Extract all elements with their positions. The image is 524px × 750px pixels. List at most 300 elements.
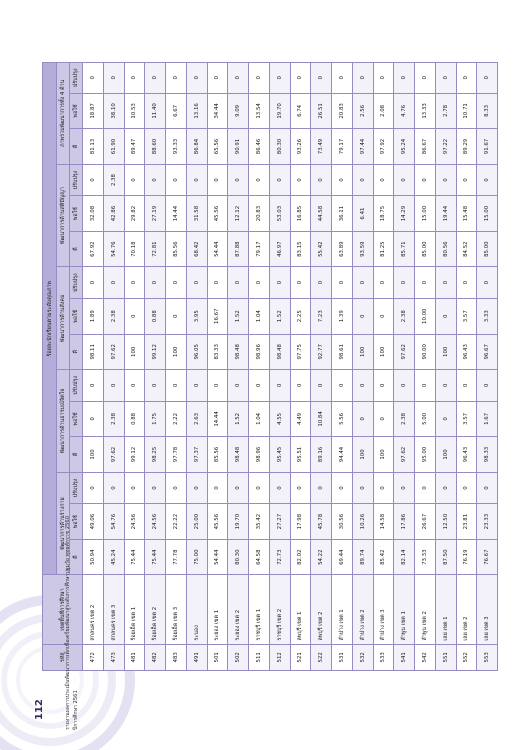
cell-value: 20.83: [249, 196, 270, 232]
cell-value: 91.67: [477, 129, 498, 165]
cell-value: 97.22: [435, 129, 456, 165]
cell-value: 16.85: [290, 196, 311, 232]
cell-value: 0: [332, 370, 353, 402]
cell-value: 0: [435, 267, 456, 299]
cell-area-name: ลำปาง เขต 2: [352, 575, 373, 644]
cell-value: 0: [311, 267, 332, 299]
cell-value: 0: [352, 267, 373, 299]
cell-value: 20.83: [332, 93, 353, 129]
cell-code: 531: [332, 644, 353, 670]
cell-value: 0: [228, 370, 249, 402]
cell-value: 63.89: [332, 231, 353, 267]
cell-value: 10.26: [352, 504, 373, 540]
cell-value: 0: [166, 370, 187, 402]
cell-code: 542: [415, 644, 436, 670]
cell-area-name: ราชบุรี เขต 1: [249, 575, 270, 644]
header-group-overall: ภาพรวมพัฒนาการทั้ง 4 ด้าน: [57, 63, 70, 165]
cell-value: 0: [83, 370, 104, 402]
cell-value: 0: [145, 267, 166, 299]
cell-value: 97.37: [186, 437, 207, 473]
cell-value: 14.58: [373, 504, 394, 540]
cell-value: 87.50: [435, 539, 456, 575]
cell-value: 0: [269, 267, 290, 299]
cell-value: 0: [103, 370, 124, 402]
cell-value: 0: [456, 164, 477, 196]
header-group-social: พัฒนาการด้านสังคม: [57, 267, 70, 370]
cell-value: 36.11: [332, 196, 353, 232]
cell-value: 0: [290, 472, 311, 504]
cell-value: 54.44: [207, 231, 228, 267]
cell-value: 0: [332, 472, 353, 504]
cell-area-name: สกลนคร เขต 2: [83, 575, 104, 644]
cell-value: 86.84: [186, 129, 207, 165]
cell-value: 1.04: [249, 401, 270, 437]
cell-value: 0: [373, 370, 394, 402]
table-body: [83, 63, 498, 671]
cell-value: 1.04: [249, 298, 270, 334]
cell-area-name: ลำพูน เขต 1: [394, 575, 415, 644]
cell-value: 45.78: [311, 504, 332, 540]
cell-value: 79.17: [332, 129, 353, 165]
cell-area-name: ระยอง เขต 1: [207, 575, 228, 644]
cell-value: 82.14: [394, 539, 415, 575]
cell-value: 0: [145, 472, 166, 504]
cell-value: 24.56: [124, 504, 145, 540]
cell-value: 6.41: [352, 196, 373, 232]
cell-value: 29.82: [124, 196, 145, 232]
cell-value: 85.00: [477, 231, 498, 267]
cell-value: 50.94: [83, 539, 104, 575]
cell-value: 0: [352, 370, 373, 402]
cell-code: 483: [166, 644, 187, 670]
cell-code: 533: [373, 644, 394, 670]
cell-value: 90.91: [228, 129, 249, 165]
cell-value: 23.33: [477, 504, 498, 540]
cell-value: 0: [352, 472, 373, 504]
cell-value: 7.23: [311, 298, 332, 334]
cell-value: 92.77: [311, 334, 332, 370]
cell-value: 0: [207, 370, 228, 402]
cell-value: 0: [186, 472, 207, 504]
cell-value: 0: [477, 63, 498, 94]
cell-value: 0: [124, 63, 145, 94]
cell-value: 12.12: [228, 196, 249, 232]
cell-value: 0: [269, 63, 290, 94]
cell-value: 0: [311, 472, 332, 504]
cell-value: 0: [186, 370, 207, 402]
cell-value: 3.57: [456, 401, 477, 437]
table-row: [311, 63, 332, 671]
cell-value: 54.76: [103, 504, 124, 540]
cell-value: 4.55: [269, 401, 290, 437]
header-top: ร้อยละนักเรียนตามระดับคุณภาพ: [43, 63, 57, 575]
cell-value: 2.08: [373, 93, 394, 129]
cell-area-name: ราชบุรี เขต 2: [269, 575, 290, 644]
cell-value: 85.56: [166, 231, 187, 267]
cell-value: 81.25: [373, 231, 394, 267]
cell-code: 472: [83, 644, 104, 670]
header-group-intellectual: พัฒนาการด้านสติปัญญา: [57, 164, 70, 267]
cell-value: 99.12: [145, 334, 166, 370]
cell-value: 38.10: [103, 93, 124, 129]
cell-value: 0: [373, 298, 394, 334]
table-row: [373, 63, 394, 671]
cell-value: 0: [207, 164, 228, 196]
cell-value: 2.22: [166, 401, 187, 437]
table-row: [249, 63, 270, 671]
cell-value: 0: [124, 298, 145, 334]
cell-value: 16.67: [207, 298, 228, 334]
cell-code: 512: [269, 644, 290, 670]
cell-value: 77.78: [166, 539, 187, 575]
cell-value: 17.86: [394, 504, 415, 540]
cell-value: 2.56: [352, 93, 373, 129]
cell-value: 96.05: [186, 334, 207, 370]
cell-code: 481: [124, 644, 145, 670]
cell-area-name: ร้อยเอ็ด เขต 2: [145, 575, 166, 644]
cell-value: 98.96: [249, 334, 270, 370]
cell-value: 0: [249, 370, 270, 402]
cell-value: 0: [186, 267, 207, 299]
cell-area-name: ลำปาง เขต 1: [332, 575, 353, 644]
cell-value: 1.67: [477, 401, 498, 437]
cell-value: 0: [415, 370, 436, 402]
cell-value: 17.98: [290, 504, 311, 540]
cell-value: 0: [83, 472, 104, 504]
cell-value: 95.45: [269, 437, 290, 473]
cell-value: 0: [124, 267, 145, 299]
cell-value: 69.44: [332, 539, 353, 575]
cell-code: 501: [207, 644, 228, 670]
cell-value: 0: [415, 63, 436, 94]
table-row: [228, 63, 249, 671]
cell-value: 35.42: [249, 504, 270, 540]
cell-area-name: ลำพูน เขต 2: [415, 575, 436, 644]
cell-value: 45.56: [207, 196, 228, 232]
cell-value: 0: [166, 164, 187, 196]
cell-value: 0: [249, 267, 270, 299]
cell-value: 76.19: [456, 539, 477, 575]
cell-value: 0: [352, 401, 373, 437]
cell-value: 53.03: [269, 196, 290, 232]
cell-value: 13.33: [415, 93, 436, 129]
cell-value: 0: [166, 472, 187, 504]
cell-value: 0: [394, 164, 415, 196]
cell-value: 0: [332, 63, 353, 94]
header-level-good: ดี: [70, 334, 83, 370]
header-level-good: ดี: [70, 129, 83, 165]
cell-value: 0: [249, 63, 270, 94]
cell-area-name: ระยอง เขต 2: [228, 575, 249, 644]
cell-value: 4.76: [394, 93, 415, 129]
cell-value: 68.42: [186, 231, 207, 267]
cell-value: 0.88: [145, 298, 166, 334]
cell-area-name: ร้อยเอ็ด เขต 1: [124, 575, 145, 644]
cell-value: 2.78: [435, 93, 456, 129]
cell-value: 85.71: [394, 231, 415, 267]
cell-area-name: ระนอง: [186, 575, 207, 644]
cell-value: 54.22: [311, 539, 332, 575]
cell-value: 94.44: [332, 437, 353, 473]
cell-value: 2.38: [103, 401, 124, 437]
cell-value: 2.38: [103, 164, 124, 196]
cell-value: 100: [373, 334, 394, 370]
cell-value: 0: [332, 164, 353, 196]
cell-value: 0: [269, 472, 290, 504]
cell-value: 85.56: [207, 437, 228, 473]
cell-value: 1.89: [83, 298, 104, 334]
cell-value: 12.50: [435, 504, 456, 540]
cell-value: 49.06: [83, 504, 104, 540]
cell-value: 96.43: [456, 437, 477, 473]
cell-value: 15.00: [477, 196, 498, 232]
cell-value: 0: [290, 63, 311, 94]
cell-value: 0: [373, 267, 394, 299]
cell-value: 0: [435, 298, 456, 334]
cell-value: 0: [311, 63, 332, 94]
cell-value: 80.56: [435, 231, 456, 267]
header-level-fair: พอใช้: [70, 401, 83, 437]
cell-value: 100: [373, 437, 394, 473]
table-row: [456, 63, 477, 671]
header-area: เขตพื้นที่การศึกษา: [43, 575, 83, 644]
cell-value: 0: [166, 63, 187, 94]
cell-value: 0: [456, 63, 477, 94]
cell-value: 83.33: [207, 334, 228, 370]
cell-value: 0: [352, 63, 373, 94]
cell-value: 0: [477, 472, 498, 504]
table-row: [477, 63, 498, 671]
cell-value: 26.67: [415, 504, 436, 540]
cell-value: 5.00: [415, 401, 436, 437]
footer-line-1: รายงานผลการประเมินพัฒนาการเด็กเพื่อเตรียมพัฒนาสู่ระดับการศึกษาปฐมวัย พุทธศักราช 2560: [65, 515, 71, 730]
cell-area-name: เลย เขต 3: [477, 575, 498, 644]
cell-value: 15.00: [415, 196, 436, 232]
cell-value: 0: [373, 164, 394, 196]
cell-value: 0: [394, 267, 415, 299]
cell-value: 10.71: [456, 93, 477, 129]
cell-value: 0: [477, 164, 498, 196]
cell-value: 73.49: [311, 129, 332, 165]
cell-value: 13.16: [186, 93, 207, 129]
cell-value: 84.52: [456, 231, 477, 267]
cell-value: 0: [269, 370, 290, 402]
cell-value: 0: [145, 370, 166, 402]
table-row: [83, 63, 104, 671]
cell-value: 76.67: [477, 539, 498, 575]
cell-value: 15.48: [456, 196, 477, 232]
cell-value: 96.67: [477, 334, 498, 370]
cell-value: 6.74: [290, 93, 311, 129]
cell-value: 2.25: [290, 298, 311, 334]
cell-value: 32.08: [83, 196, 104, 232]
cell-value: 14.44: [166, 196, 187, 232]
cell-value: 0: [103, 267, 124, 299]
cell-value: 95.00: [415, 437, 436, 473]
header-group-physical: พัฒนาการด้านร่างกาย: [57, 472, 70, 575]
cell-value: 80.30: [269, 129, 290, 165]
cell-value: 0: [311, 370, 332, 402]
header-level-fair: พอใช้: [70, 504, 83, 540]
cell-value: 0: [207, 63, 228, 94]
cell-value: 0: [228, 472, 249, 504]
cell-value: 5.56: [332, 401, 353, 437]
cell-code: 511: [249, 644, 270, 670]
rotated-table-wrapper: [42, 62, 498, 671]
cell-value: 89.16: [311, 437, 332, 473]
header-level-good: ดี: [70, 539, 83, 575]
cell-value: 54.44: [207, 539, 228, 575]
cell-value: 0: [83, 63, 104, 94]
cell-value: 2.38: [394, 298, 415, 334]
cell-value: 0: [124, 472, 145, 504]
cell-value: 88.60: [145, 129, 166, 165]
cell-value: 0: [435, 63, 456, 94]
cell-value: 2.38: [394, 401, 415, 437]
cell-value: 0: [124, 370, 145, 402]
cell-value: 83.15: [290, 231, 311, 267]
cell-value: 0: [207, 472, 228, 504]
cell-value: 3.57: [456, 298, 477, 334]
cell-value: 54.76: [103, 231, 124, 267]
cell-value: 11.40: [145, 93, 166, 129]
header-group-emotional: พัฒนาการด้านอารมณ์จิตใจ: [57, 370, 70, 473]
cell-value: 55.42: [311, 231, 332, 267]
cell-value: 1.52: [228, 401, 249, 437]
cell-code: 491: [186, 644, 207, 670]
cell-value: 34.44: [207, 93, 228, 129]
cell-value: 0: [456, 267, 477, 299]
cell-value: 19.70: [228, 504, 249, 540]
cell-value: 82.02: [290, 539, 311, 575]
cell-value: 0: [166, 298, 187, 334]
cell-value: 18.87: [83, 93, 104, 129]
cell-value: 97.75: [290, 334, 311, 370]
cell-value: 44.58: [311, 196, 332, 232]
table-row: [352, 63, 373, 671]
cell-value: 0: [269, 164, 290, 196]
cell-value: 3.95: [186, 298, 207, 334]
cell-value: 89.74: [352, 539, 373, 575]
cell-value: 97.62: [394, 437, 415, 473]
cell-value: 75.44: [145, 539, 166, 575]
cell-code: 541: [394, 644, 415, 670]
cell-value: 95.24: [394, 129, 415, 165]
cell-value: 100: [124, 334, 145, 370]
cell-value: 81.13: [83, 129, 104, 165]
cell-value: 27.27: [269, 504, 290, 540]
cell-value: 10.00: [415, 298, 436, 334]
cell-value: 1.52: [269, 298, 290, 334]
cell-value: 86.67: [415, 129, 436, 165]
cell-value: 23.81: [456, 504, 477, 540]
cell-code: 532: [352, 644, 373, 670]
cell-value: 0: [145, 63, 166, 94]
cell-value: 93.33: [166, 129, 187, 165]
table-row: [145, 63, 166, 671]
cell-value: 100: [166, 334, 187, 370]
table-row: [435, 63, 456, 671]
cell-value: 97.44: [352, 129, 373, 165]
cell-value: 1.39: [332, 298, 353, 334]
cell-value: 72.73: [269, 539, 290, 575]
cell-value: 45.56: [207, 504, 228, 540]
cell-value: 22.22: [166, 504, 187, 540]
cell-value: 100: [435, 437, 456, 473]
cell-value: 96.43: [456, 334, 477, 370]
cell-value: 0: [435, 401, 456, 437]
cell-value: 0: [456, 370, 477, 402]
cell-value: 75.00: [186, 539, 207, 575]
cell-value: 75.44: [124, 539, 145, 575]
cell-value: 0: [186, 164, 207, 196]
page-number: [34, 692, 56, 732]
cell-value: 0: [435, 164, 456, 196]
cell-value: 0: [477, 370, 498, 402]
cell-value: 0: [290, 164, 311, 196]
cell-value: 2.63: [186, 401, 207, 437]
header-level-good: ดี: [70, 437, 83, 473]
cell-value: 25.00: [186, 504, 207, 540]
cell-value: 0: [415, 164, 436, 196]
cell-value: 89.47: [124, 129, 145, 165]
table-row: [124, 63, 145, 671]
cell-value: 86.46: [249, 129, 270, 165]
cell-value: 97.62: [103, 334, 124, 370]
cell-value: 6.67: [166, 93, 187, 129]
cell-value: 97.62: [394, 334, 415, 370]
cell-value: 0: [228, 164, 249, 196]
cell-value: 0: [373, 63, 394, 94]
cell-value: 24.56: [145, 504, 166, 540]
cell-value: 3.33: [477, 298, 498, 334]
cell-code: 553: [477, 644, 498, 670]
cell-area-name: สกลนคร เขต 3: [103, 575, 124, 644]
cell-value: 0.88: [124, 401, 145, 437]
cell-value: 72.81: [145, 231, 166, 267]
cell-value: 0: [456, 472, 477, 504]
cell-value: 0: [352, 298, 373, 334]
cell-value: 98.48: [269, 334, 290, 370]
cell-value: 73.33: [415, 539, 436, 575]
table-row: [186, 63, 207, 671]
footer-line-2: ปีการศึกษา 2561: [73, 690, 79, 730]
cell-value: 98.48: [228, 334, 249, 370]
table-row: [290, 63, 311, 671]
cell-area-name: ลพบุรี เขต 1: [290, 575, 311, 644]
cell-value: 79.17: [249, 231, 270, 267]
cell-value: 0: [290, 267, 311, 299]
cell-value: 98.33: [477, 437, 498, 473]
cell-value: 0: [83, 401, 104, 437]
header-level-fair: พอใช้: [70, 196, 83, 232]
cell-value: 65.56: [207, 129, 228, 165]
cell-value: 0: [332, 267, 353, 299]
cell-value: 45.24: [103, 539, 124, 575]
cell-value: 0: [394, 63, 415, 94]
cell-value: 100: [352, 334, 373, 370]
cell-value: 0: [103, 63, 124, 94]
cell-area-name: เลย เขต 1: [435, 575, 456, 644]
cell-value: 0: [373, 401, 394, 437]
cell-value: 0: [186, 63, 207, 94]
cell-code: 482: [145, 644, 166, 670]
cell-value: 89.29: [456, 129, 477, 165]
cell-value: 0: [166, 267, 187, 299]
cell-value: 0: [394, 472, 415, 504]
cell-value: 27.19: [145, 196, 166, 232]
cell-code: 521: [290, 644, 311, 670]
